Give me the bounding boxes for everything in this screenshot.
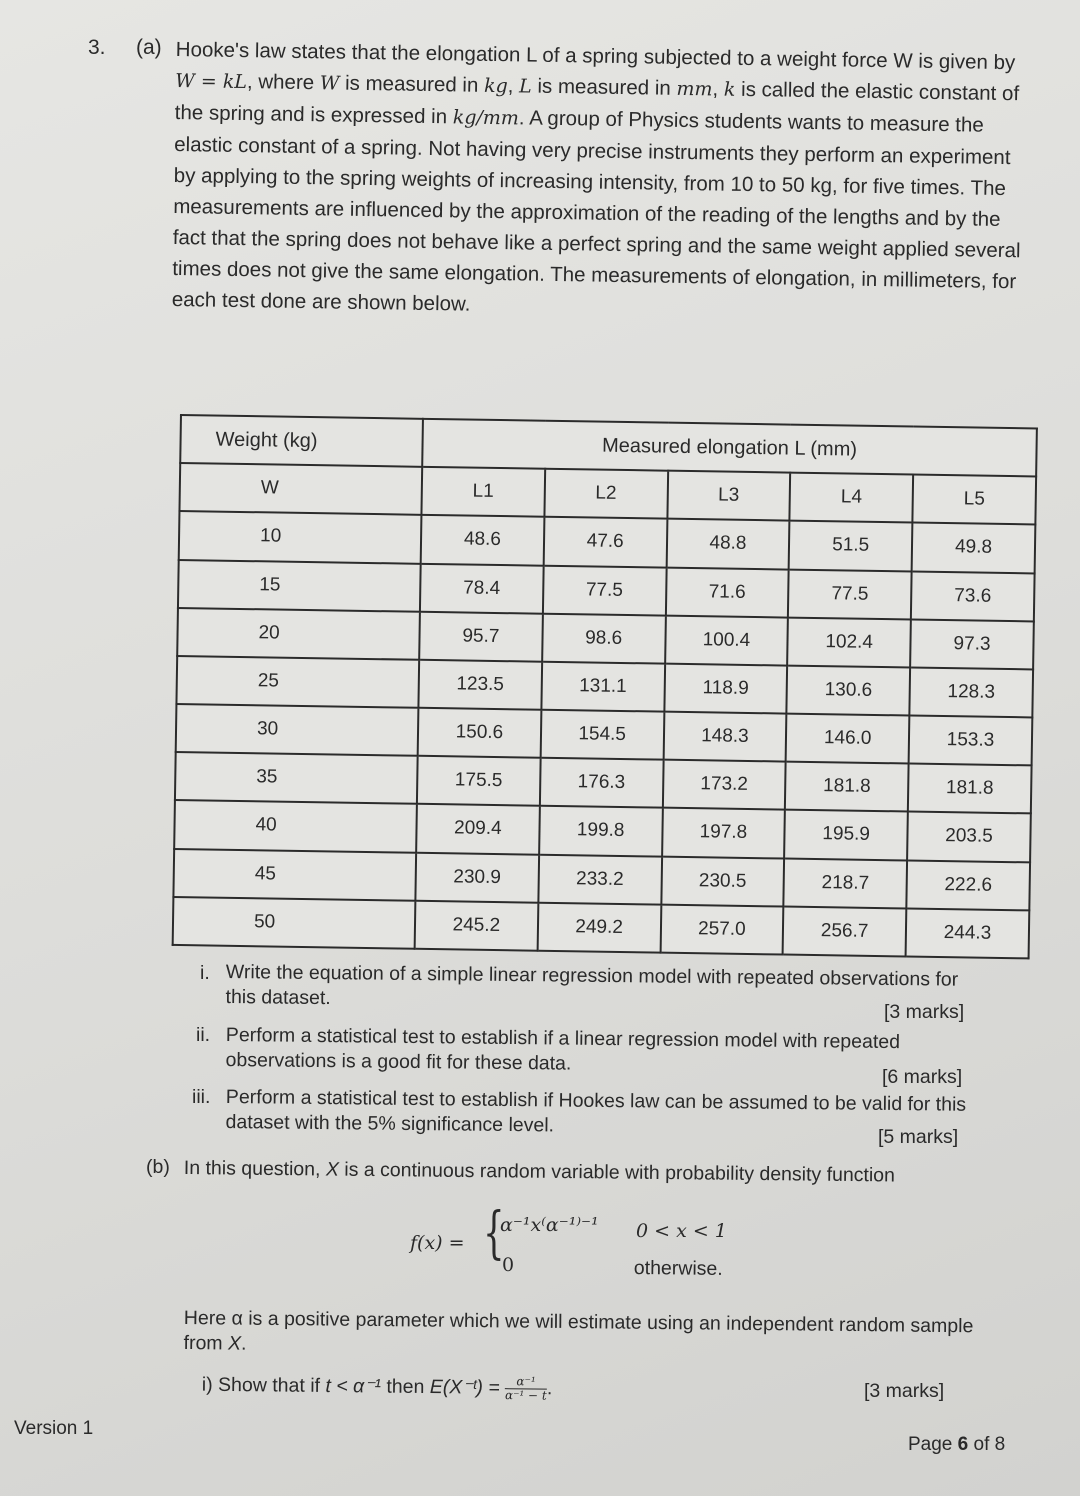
elongation-cell: 222.6 (906, 860, 1030, 910)
part-b-var-x: X (325, 1158, 340, 1181)
intro-unit-kg: kg (483, 74, 508, 98)
weight-cell: 10 (179, 511, 422, 563)
page-text-post: of 8 (968, 1434, 1006, 1455)
page-number (908, 1434, 1005, 1456)
param-var-x: X (227, 1332, 242, 1355)
elongation-cell: 181.8 (908, 764, 1032, 814)
pdf-case1-cond: 0 < x < 1 (636, 1220, 727, 1242)
col-header-l2: L2 (544, 469, 668, 519)
elongation-cell: 100.4 (665, 615, 789, 665)
intro-text-3: is measured in (339, 71, 485, 97)
elongation-cell: 176.3 (540, 758, 664, 808)
pdf-brace: { (483, 1201, 505, 1266)
fraction-numerator: α⁻¹ (505, 1375, 547, 1389)
subq-3-text: Perform a statistical test to establish if Hookes law can be assumed to be valid for this dataset with the 5% significance level. (225, 1086, 967, 1137)
param-text (183, 1306, 973, 1364)
elongation-cell: 245.2 (415, 900, 539, 950)
elongation-cell: 195.9 (784, 810, 908, 860)
pdf-lhs-text: f(x) = (410, 1232, 465, 1254)
elongation-cell: 77.5 (543, 565, 667, 615)
elongation-cell: 49.8 (912, 523, 1036, 573)
part-b-sub-i-text-2: then (380, 1375, 430, 1399)
elongation-cell: 175.5 (417, 756, 541, 806)
intro-text-1: Hooke's law states that the elongation L of a spring subjected to a weight force W is given by (175, 37, 1016, 75)
part-b-sub-i-text-1: Show that if (218, 1373, 326, 1397)
elongation-cell: 150.6 (418, 708, 542, 758)
elongation-cell: 218.7 (784, 858, 908, 908)
param-text-1: Here (183, 1307, 232, 1330)
elongation-cell: 146.0 (786, 714, 910, 764)
elongation-cell: 154.5 (540, 710, 664, 760)
subq-2-text: Perform a statistical test to establish if a linear regression model with repeated observations is a good fit for these data. (225, 1023, 901, 1075)
subq-3-marks: [5 marks] (878, 1126, 959, 1148)
param-text-3: . (240, 1332, 247, 1355)
elongation-cell: 97.3 (910, 619, 1034, 669)
part-a-intro (172, 34, 1028, 328)
elongation-cell: 148.3 (663, 712, 787, 762)
col-header-l5: L5 (912, 475, 1036, 525)
weight-symbol: W (179, 463, 422, 515)
elongation-cell: 153.3 (909, 716, 1033, 766)
part-b-text-1: In this question, (183, 1157, 326, 1181)
subq-3-number: iii. (192, 1086, 211, 1108)
elongation-cell: 244.3 (906, 908, 1030, 958)
intro-text-4: , (507, 74, 520, 98)
param-text-2: is a positive parameter which we will estimate using an independent random sample from (183, 1307, 974, 1355)
fraction-denominator: α⁻¹ − t (504, 1388, 547, 1403)
part-a-label: (a) (136, 36, 162, 59)
elongation-cell: 197.8 (662, 808, 786, 858)
pdf-case2-cond: otherwise. (633, 1257, 723, 1280)
elongation-cell: 249.2 (537, 902, 661, 952)
intro-var-k: k (723, 78, 736, 101)
intro-text-7: is called the elastic constant of the spring and is expressed in (174, 77, 1020, 129)
intro-text-6: , (712, 77, 725, 101)
elongation-cell: 123.5 (418, 660, 542, 710)
subq-1-number: i. (200, 962, 210, 984)
elongation-cell: 118.9 (664, 664, 788, 714)
question-number: 3. (88, 36, 106, 59)
elongation-cell: 95.7 (419, 611, 543, 661)
intro-text-2: , where (246, 70, 321, 95)
part-b-sub-i-cond: t < α⁻¹ (325, 1374, 382, 1398)
elongation-cell: 102.4 (787, 617, 911, 667)
intro-unit-mm: mm (676, 77, 713, 101)
weight-cell: 40 (174, 800, 417, 852)
pdf-lhs (410, 1232, 465, 1254)
elongation-cell: 257.0 (660, 904, 784, 954)
elongation-cell: 203.5 (907, 812, 1031, 862)
weight-header: Weight (kg) (180, 415, 423, 467)
elongation-cell: 131.1 (541, 662, 665, 712)
intro-text-5: is measured in (531, 74, 677, 100)
elongation-cell: 230.5 (661, 856, 785, 906)
intro-var-w: W (319, 72, 340, 95)
pdf-case2-expr: 0 (502, 1254, 515, 1276)
part-b-text (184, 1156, 974, 1189)
elongation-cell: 199.8 (539, 806, 663, 856)
weight-cell: 45 (173, 849, 416, 901)
subq-1-marks: [3 marks] (884, 1001, 965, 1023)
part-b-sub-i-expect: E(X⁻ᵗ) = (429, 1376, 500, 1399)
table-body (173, 511, 1036, 958)
page-current: 6 (957, 1434, 969, 1455)
part-b-sub-i-fraction (505, 1375, 547, 1402)
page-text-pre: Page (908, 1434, 958, 1455)
elongation-cell: 233.2 (538, 854, 662, 904)
elongation-table-wrap (172, 414, 1038, 959)
weight-cell: 20 (177, 608, 420, 660)
intro-unit-kgmm: kg/mm (452, 106, 520, 130)
col-header-l1: L1 (421, 467, 545, 517)
elongation-cell: 48.8 (666, 519, 790, 569)
part-b-label: (b) (146, 1156, 170, 1178)
pdf-case1-expr: α⁻¹x⁽α⁻¹⁾⁻¹ (500, 1214, 599, 1236)
weight-cell: 30 (176, 704, 419, 756)
weight-cell: 25 (176, 656, 419, 708)
subq-2-marks: [6 marks] (882, 1066, 963, 1088)
part-b-text-2: is a continuous random variable with probability density function (338, 1158, 896, 1187)
elongation-cell: 51.5 (789, 521, 913, 571)
elongation-cell: 209.4 (416, 804, 540, 854)
elongation-cell: 48.6 (421, 515, 545, 565)
part-b-sub-i (202, 1372, 553, 1403)
version-label: Version 1 (14, 1418, 94, 1439)
elongation-cell: 230.9 (415, 852, 539, 902)
elongation-cell: 78.4 (420, 563, 544, 613)
elongation-table (172, 414, 1038, 959)
elongation-cell: 173.2 (662, 760, 786, 810)
elongation-cell: 130.6 (787, 665, 911, 715)
elongation-cell: 98.6 (542, 613, 666, 663)
elongation-cell: 73.6 (911, 571, 1035, 621)
param-alpha: α (231, 1307, 243, 1330)
intro-var-l: L (518, 75, 532, 98)
elongation-cell: 256.7 (783, 906, 907, 956)
part-b-sub-i-marks: [3 marks] (864, 1380, 945, 1402)
subq-1-text: Write the equation of a simple linear regression model with repeated observations for this dataset. (225, 960, 959, 1010)
weight-cell: 15 (178, 560, 421, 612)
measured-header: Measured elongation L (mm) (422, 419, 1037, 477)
col-header-l3: L3 (667, 471, 791, 521)
elongation-cell: 77.5 (788, 569, 912, 619)
elongation-cell: 47.6 (543, 517, 667, 567)
part-b-sub-i-text-3: . (546, 1377, 553, 1400)
weight-cell: 35 (175, 752, 418, 804)
elongation-cell: 128.3 (909, 667, 1033, 717)
intro-text-8: . A group of Physics students wants to measure the elastic constant of a spring. Not having very precise instruments they perform an experiment by applying to the spring weights of increasing intensity, from 10 to 50 kg, for five times. The measurements are influenced by the approximation of the reading of the lengths and by the fact that the spring does not behave like a perfect spring and the same weight applied several times does not give the same elongation. The measurements of elongation, in millimeters, for each test done are shown below. (171, 106, 1021, 316)
part-b-sub-i-number: i) (201, 1373, 213, 1396)
subq-2-number: ii. (196, 1024, 211, 1046)
elongation-cell: 71.6 (665, 567, 789, 617)
elongation-cell: 181.8 (785, 762, 909, 812)
weight-cell: 50 (173, 897, 416, 949)
col-header-l4: L4 (790, 473, 914, 523)
intro-formula: W = kL (175, 69, 248, 94)
